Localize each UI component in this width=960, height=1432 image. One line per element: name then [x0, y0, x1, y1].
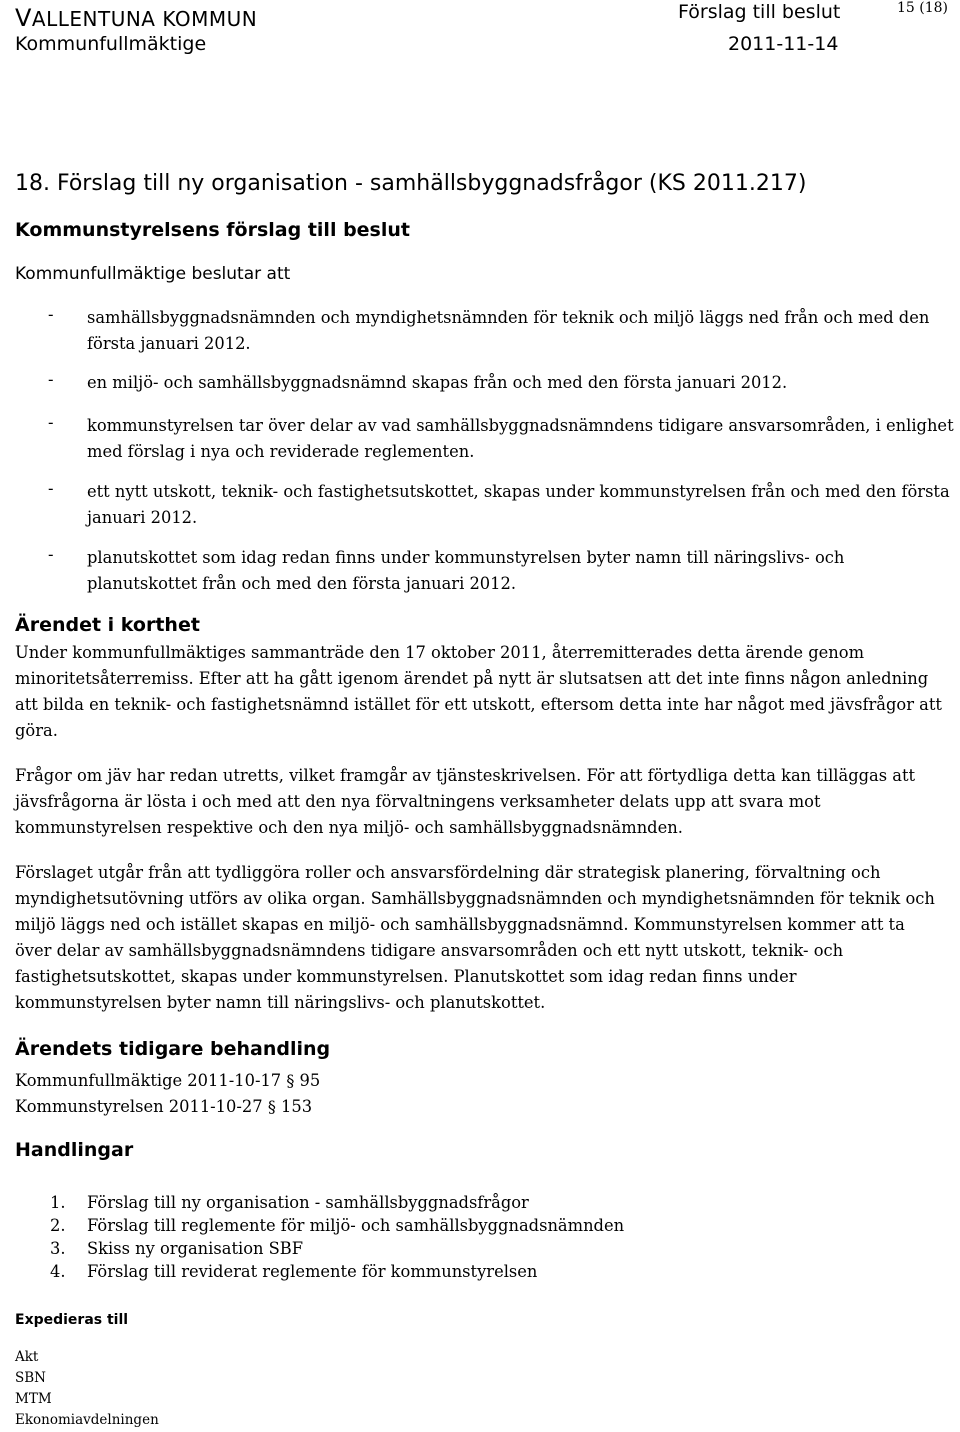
- proposal-heading: Kommunstyrelsens förslag till beslut: [15, 219, 410, 241]
- summary-heading: Ärendet i korthet: [15, 614, 200, 636]
- bullet-text: kommunstyrelsen tar över delar av vad samhällsbyggnadsnämndens tidigare ansvarsområden, i enlighet med förslag i nya och reviderade reglementen.: [87, 416, 954, 461]
- distribution-recipient: MTM: [15, 1391, 52, 1407]
- document-item: [50, 1239, 66, 1258]
- bullet-text: planutskottet som idag redan finns under kommunstyrelsen byter namn till näringslivs- och planutskottet från och med den första januari 2012.: [87, 548, 845, 593]
- distribution-recipient: Ekonomiavdelningen: [15, 1412, 159, 1428]
- bullet-dash: -: [48, 545, 54, 564]
- bullet-text: samhällsbyggnadsnämnden och myndighetsnämnden för teknik och miljö läggs ned från och med den första januari 2012.: [87, 308, 930, 353]
- document-item: [50, 1193, 66, 1212]
- bullet-text: ett nytt utskott, teknik- och fastighetsutskottet, skapas under kommunstyrelsen från och med den första januari 2012.: [87, 482, 950, 527]
- summary-paragraph: Förslaget utgår från att tydliggöra roller och ansvarsfördelning där strategisk planering, förvaltning och myndighetsutövning utförs av olika organ. Samhällsbyggnadsnämnden och myndighetsnämnden för teknik och miljö läggs ned och istället skapas en miljö- och samhällsbyggnadsnämnd. Kommunstyrelsen kommer att ta över delar av samhällsbyggnadsnämndens tidigare ansvarsområden och ett nytt utskott, teknik- och fastighetsutskottet, skapas under kommunstyrelsen. Planutskottet som idag redan finns under kommunstyrelsen byter namn till näringslivs- och planutskottet.: [15, 863, 935, 1012]
- documents-heading: Handlingar: [15, 1139, 134, 1161]
- document-type: Förslag till beslut: [678, 1, 841, 23]
- item-title: 18. Förslag till ny organisation - samhällsbyggnadsfrågor (KS 2011.217): [15, 171, 807, 196]
- section-symbol: §: [267, 1097, 276, 1116]
- history-heading: Ärendets tidigare behandling: [15, 1038, 331, 1060]
- history-entry: [15, 1097, 312, 1116]
- bullet-dash: -: [48, 305, 54, 324]
- document-number: 3.: [50, 1239, 66, 1258]
- distribution-heading: Expedieras till: [15, 1312, 129, 1328]
- document-number: 4.: [50, 1262, 66, 1281]
- page-number: 15 (18): [897, 0, 949, 16]
- document-item: [50, 1262, 66, 1281]
- section-symbol: §: [286, 1071, 295, 1090]
- document-title: Förslag till reglemente för miljö- och samhällsbyggnadsnämnden: [87, 1216, 625, 1235]
- summary-paragraph: Frågor om jäv har redan utretts, vilket framgår av tjänsteskrivelsen. För att förtydliga detta kan tilläggas att jävsfrågorna är lösta i och med att den nya förvaltningens verksamheter delats upp att svara mot kommunstyrelsen respektive och den nya miljö- och samhällsbyggnadsnämnden.: [15, 766, 916, 837]
- organization-name: [15, 4, 257, 32]
- history-entry-text: Kommunstyrelsen 2011-10-27: [15, 1097, 263, 1116]
- bullet-dash: -: [48, 479, 54, 498]
- organization-name-initial: V: [15, 4, 32, 32]
- document-item: [50, 1216, 66, 1235]
- proposal-intro: Kommunfullmäktige beslutar att: [15, 264, 291, 284]
- history-entry: [15, 1071, 320, 1090]
- document-date: 2011-11-14: [728, 33, 839, 55]
- document-number: 2.: [50, 1216, 66, 1235]
- distribution-recipient: Akt: [15, 1349, 39, 1365]
- bullet-dash: -: [48, 413, 54, 432]
- summary-paragraph: Under kommunfullmäktiges sammanträde den 17 oktober 2011, återremitterades detta ärende genom minoritetsåterremiss. Efter att ha gått igenom ärendet på nytt är slutsatsen att det inte finns någon anledning att bilda en teknik- och fastighetsnämnd istället för ett utskott, eftersom detta inte har något med jävsfrågor att göra.: [15, 643, 942, 740]
- history-entry-text: Kommunfullmäktige 2011-10-17: [15, 1071, 282, 1090]
- assembly-name: Kommunfullmäktige: [15, 33, 207, 55]
- history-entry-number: 95: [299, 1071, 321, 1090]
- organization-name-rest: ALLENTUNA KOMMUN: [31, 7, 258, 31]
- document-title: Förslag till ny organisation - samhällsbyggnadsfrågor: [87, 1193, 529, 1212]
- document-title: Skiss ny organisation SBF: [87, 1239, 304, 1258]
- bullet-dash: -: [48, 370, 54, 389]
- document-title: Förslag till reviderat reglemente för kommunstyrelsen: [87, 1262, 538, 1281]
- history-entry-number: 153: [281, 1097, 313, 1116]
- distribution-recipient: SBN: [15, 1370, 46, 1386]
- document-number: 1.: [50, 1193, 66, 1212]
- bullet-text: en miljö- och samhällsbyggnadsnämnd skapas från och med den första januari 2012.: [87, 373, 788, 392]
